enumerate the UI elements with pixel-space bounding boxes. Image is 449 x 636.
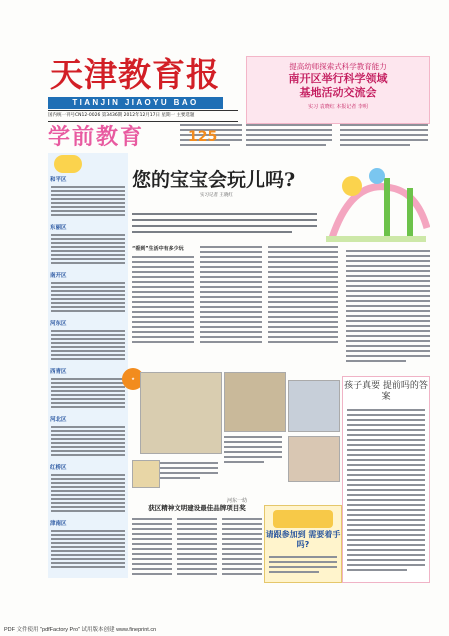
ad-title: 请跟参加到 需要着手吗?: [265, 530, 341, 549]
bottom-headline: 获区精神文明建设最佳品牌项目奖: [148, 504, 246, 512]
masthead-pinyin: TIANJIN JIAOYU BAO: [48, 97, 223, 109]
main-headline: 您的宝宝会玩儿吗?: [132, 169, 296, 191]
sidebar-box-title: 孩子真要 提前吗的答案: [344, 381, 428, 402]
brief-head-2: 东丽区: [50, 225, 67, 231]
intro-paragraph: [132, 205, 382, 243]
brief-head-8: 津南区: [50, 521, 67, 527]
section-banner: [48, 122, 234, 152]
photo-caption-1: [160, 460, 220, 488]
lede-pretitle: 提高幼师探索式科学教育能力: [289, 62, 387, 71]
main-byline: 实习记者 王晓红: [200, 193, 233, 198]
brief-head-6: 河北区: [50, 417, 67, 423]
sidebar-box: [342, 376, 430, 583]
left-news-column: [48, 153, 128, 578]
lede-box: [246, 56, 430, 124]
article-body: “看到”生活中有多少玩: [132, 246, 340, 366]
brief-head-1: 和平区: [50, 177, 67, 183]
lede-byline: 实习 袁晓红 本报记者 李明: [308, 104, 368, 110]
small-photo: [132, 460, 160, 488]
brief-head-3: 南开区: [50, 273, 67, 279]
brief-head-5: 西青区: [50, 369, 67, 375]
lede-title-line2: 基地活动交流会: [299, 86, 377, 99]
section-name: 学前教育: [48, 124, 145, 150]
lede-body: [246, 124, 428, 154]
classroom-photo-3: [288, 380, 340, 432]
bottom-pretitle: 河东一幼: [226, 498, 247, 504]
brief-head-7: 红桥区: [50, 465, 67, 471]
masthead-info: 国内统一刊号CN12-0026 第3436期 2012年12月17日 星期一 主要选题: [48, 110, 238, 122]
classroom-photo-1: [140, 372, 222, 454]
photo-caption-2: [224, 434, 284, 484]
ad-banner-icon: [273, 510, 333, 528]
section-badge-icon: ★: [122, 368, 144, 390]
masthead-title: 天津教育报: [50, 55, 220, 94]
brief-head-4: 河东区: [50, 321, 67, 327]
pdf-footer: PDF 文件使用 "pdfFactory Pro" 试用版本创建 www.fineprint.cn: [4, 627, 157, 633]
classroom-photo-2: [224, 372, 286, 432]
classroom-photo-4: [288, 436, 340, 482]
ad-box: [264, 505, 342, 583]
bottom-article-body: [132, 518, 262, 582]
column-logo: [54, 155, 82, 173]
lede-title-line1: 南开区举行科学领域: [288, 72, 388, 85]
right-column-text: [346, 250, 430, 370]
section-number: 125: [188, 129, 218, 145]
